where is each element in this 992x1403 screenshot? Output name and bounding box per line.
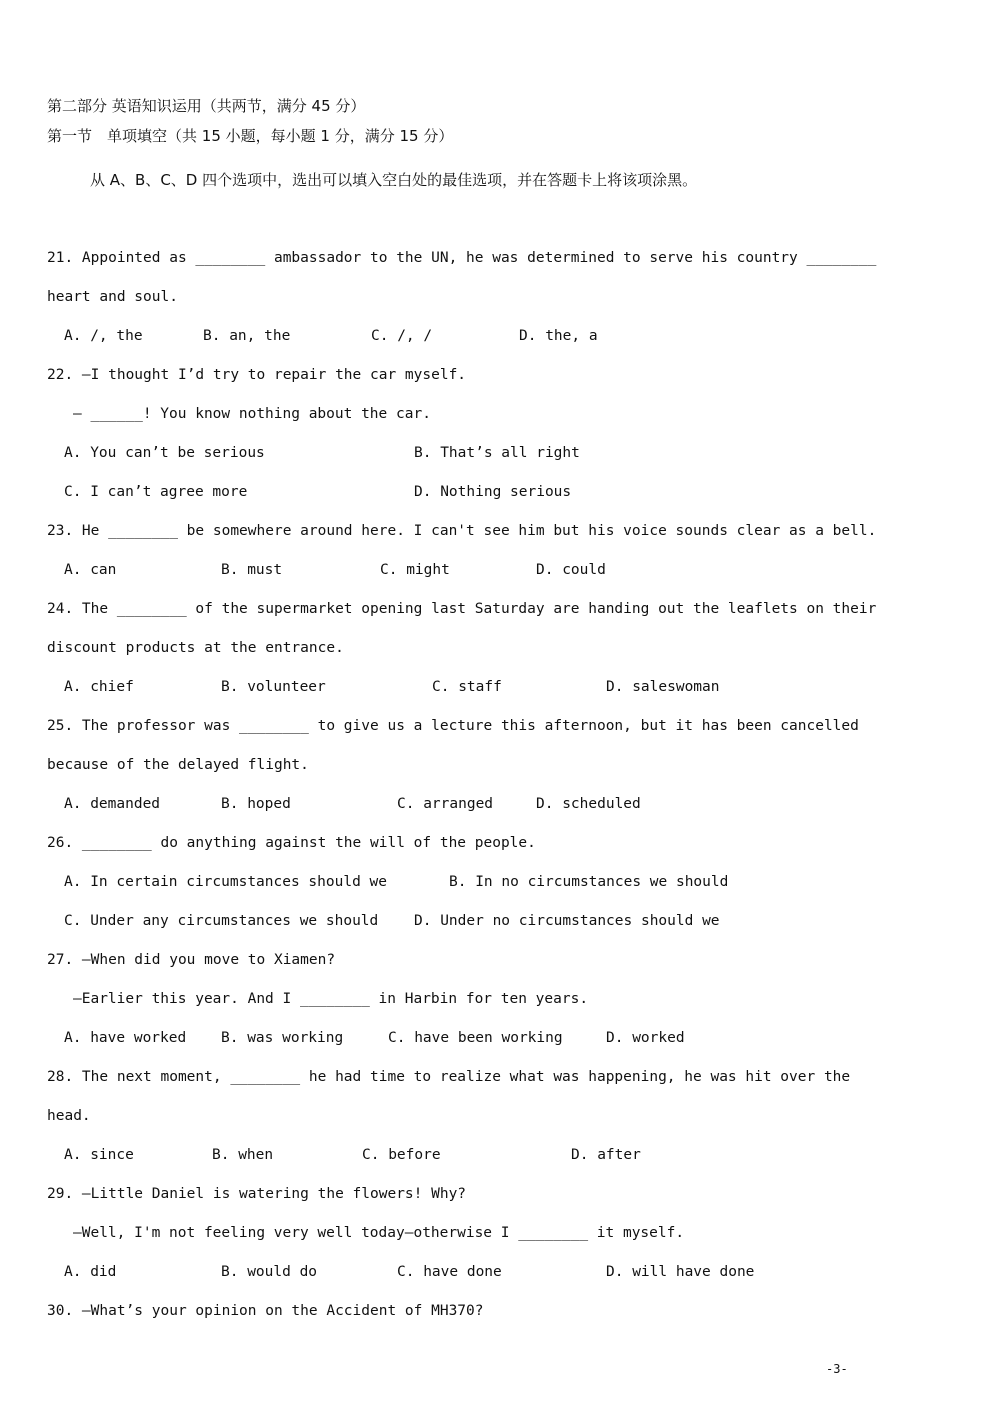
question-21-stem: 21. Appointed as ________ ambassador to the UN, he was determined to serve his country ________	[47, 250, 877, 266]
question-29-option-c: C. have done	[397, 1264, 502, 1280]
question-26-option-c: C. Under any circumstances we should	[64, 913, 379, 929]
question-29-reply: —Well, I'm not feeling very well today—otherwise I ________ it myself.	[73, 1225, 685, 1241]
question-22-option-d: D. Nothing serious	[414, 484, 572, 500]
question-23-option-a: A. can	[64, 562, 117, 578]
question-23-option-c: C. might	[380, 562, 450, 578]
question-24-option-d: D. saleswoman	[606, 679, 720, 695]
question-21-option-a: A. /, the	[64, 328, 143, 344]
question-28-option-d: D. after	[571, 1147, 641, 1163]
question-27-reply: —Earlier this year. And I ________ in Harbin for ten years.	[73, 991, 589, 1007]
question-30-stem: 30. —What’s your opinion on the Accident of MH370?	[47, 1303, 484, 1319]
question-21-stem-cont: heart and soul.	[47, 289, 178, 305]
section-heading: 第一节 单项填空（共 15 小题，每小题 1 分，满分 15 分）	[47, 127, 454, 145]
question-25-option-a: A. demanded	[64, 796, 161, 812]
question-25-stem: 25. The professor was ________ to give us a lecture this afternoon, but it has been cancelled	[47, 718, 859, 734]
question-25-option-d: D. scheduled	[536, 796, 641, 812]
question-27-stem: 27. —When did you move to Xiamen?	[47, 952, 336, 968]
question-28-option-a: A. since	[64, 1147, 134, 1163]
question-27-option-d: D. worked	[606, 1030, 685, 1046]
question-28-stem-cont: head.	[47, 1108, 91, 1124]
question-22-stem: 22. —I thought I’d try to repair the car myself.	[47, 367, 467, 383]
question-28-stem: 28. The next moment, ________ he had time to realize what was happening, he was hit over the	[47, 1069, 851, 1085]
question-25-option-c: C. arranged	[397, 796, 494, 812]
question-28-option-c: C. before	[362, 1147, 441, 1163]
question-26-stem: 26. ________ do anything against the will of the people.	[47, 835, 536, 851]
page-number: -3-	[826, 1362, 848, 1376]
question-21-option-c: C. /, /	[371, 328, 433, 344]
part-heading: 第二部分 英语知识运用（共两节，满分 45 分）	[47, 97, 366, 115]
question-22-option-b: B. That’s all right	[414, 445, 580, 461]
question-29-option-b: B. would do	[221, 1264, 318, 1280]
question-24-stem: 24. The ________ of the supermarket opening last Saturday are handing out the leaflets on their	[47, 601, 877, 617]
question-24-option-c: C. staff	[432, 679, 502, 695]
instruction-text: 从 A、B、C、D 四个选项中，选出可以填入空白处的最佳选项，并在答题卡上将该项涂黑。	[90, 171, 698, 189]
question-27-option-b: B. was working	[221, 1030, 344, 1046]
question-26-option-d: D. Under no circumstances should we	[414, 913, 720, 929]
question-24-option-a: A. chief	[64, 679, 134, 695]
question-29-stem: 29. —Little Daniel is watering the flowers! Why?	[47, 1186, 467, 1202]
question-21-option-d: D. the, a	[519, 328, 598, 344]
question-24-option-b: B. volunteer	[221, 679, 326, 695]
question-21-option-b: B. an, the	[203, 328, 291, 344]
question-22-option-c: C. I can’t agree more	[64, 484, 248, 500]
question-25-stem-cont: because of the delayed flight.	[47, 757, 309, 773]
question-22-reply: — ______! You know nothing about the car.	[73, 406, 431, 422]
question-27-option-c: C. have been working	[388, 1030, 563, 1046]
question-29-option-a: A. did	[64, 1264, 117, 1280]
question-24-stem-cont: discount products at the entrance.	[47, 640, 344, 656]
question-25-option-b: B. hoped	[221, 796, 291, 812]
question-26-option-a: A. In certain circumstances should we	[64, 874, 388, 890]
question-22-option-a: A. You can’t be serious	[64, 445, 265, 461]
question-29-option-d: D. will have done	[606, 1264, 755, 1280]
question-23-stem: 23. He ________ be somewhere around here. I can't see him but his voice sounds clear as a bell.	[47, 523, 877, 539]
question-28-option-b: B. when	[212, 1147, 274, 1163]
question-23-option-b: B. must	[221, 562, 283, 578]
question-23-option-d: D. could	[536, 562, 606, 578]
question-27-option-a: A. have worked	[64, 1030, 187, 1046]
question-26-option-b: B. In no circumstances we should	[449, 874, 729, 890]
